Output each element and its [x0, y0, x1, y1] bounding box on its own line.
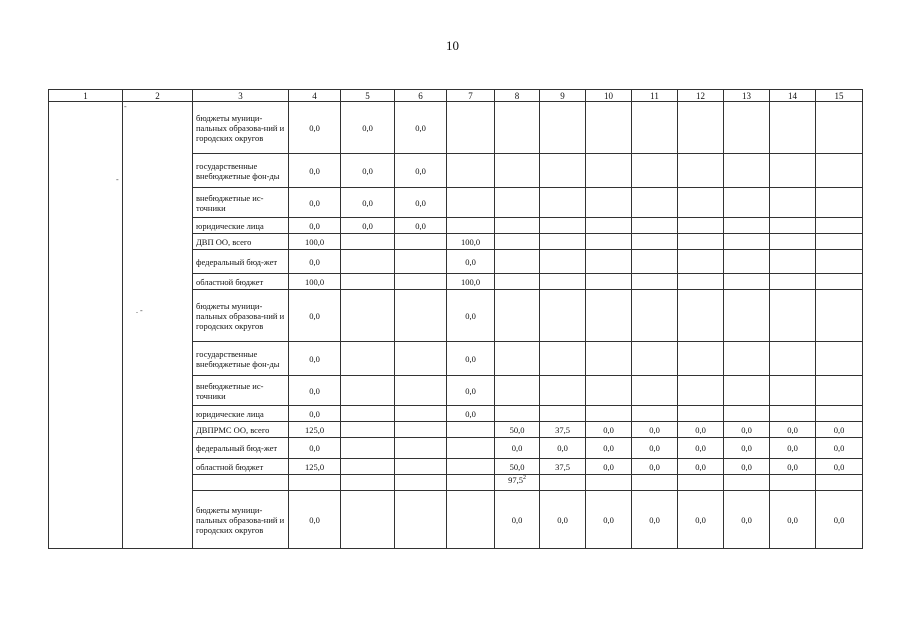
cell-value: 125,0 [304, 461, 325, 472]
value-cell [770, 250, 816, 274]
cell-value: 0,0 [649, 461, 660, 472]
cell-value: 0,0 [695, 514, 706, 525]
value-cell [447, 102, 495, 154]
cell-value: 0,0 [465, 353, 476, 364]
row-label: государственные внебюджетные фон-ды [193, 154, 289, 188]
value-cell [289, 406, 341, 422]
scan-mark: - [116, 175, 119, 184]
value-cell [632, 459, 678, 475]
value-cell [816, 491, 863, 549]
value-cell [540, 274, 586, 290]
cell-value: 0,0 [309, 165, 320, 176]
value-cell [341, 102, 395, 154]
column-header-7: 7 [447, 90, 495, 102]
value-cell [632, 290, 678, 342]
row-label: бюджеты муници-пальных образова-ний и городских округов [193, 491, 289, 549]
value-cell [816, 475, 863, 491]
cell-value: 100,0 [460, 236, 481, 247]
value-cell [341, 406, 395, 422]
value-cell [341, 274, 395, 290]
value-cell [495, 250, 540, 274]
cell-value: 0,0 [787, 424, 798, 435]
value-cell [586, 250, 632, 274]
value-cell [289, 188, 341, 218]
value-cell [495, 376, 540, 406]
value-cell [586, 102, 632, 154]
value-cell [540, 290, 586, 342]
scan-mark: - [124, 102, 127, 111]
header-row [49, 90, 863, 102]
column-header-14: 14 [770, 90, 816, 102]
cell-value: 0,0 [511, 443, 523, 453]
value-cell [586, 475, 632, 491]
value-cell [632, 406, 678, 422]
value-cell [341, 459, 395, 475]
cell-value: 0,0 [415, 165, 426, 176]
value-cell [341, 475, 395, 491]
value-cell [447, 218, 495, 234]
value-cell [724, 459, 770, 475]
cell-value: 37,5 [555, 461, 570, 472]
value-cell [816, 274, 863, 290]
value-cell [678, 438, 724, 459]
value-cell [632, 491, 678, 549]
cell-value: 0,0 [741, 424, 752, 435]
value-cell [447, 342, 495, 376]
value-cell [724, 234, 770, 250]
value-cell [770, 154, 816, 188]
value-cell [678, 154, 724, 188]
cell-value: 0,0 [557, 514, 568, 525]
value-cell [540, 218, 586, 234]
value-cell [586, 459, 632, 475]
value-cell [540, 475, 586, 491]
row-label: ДВПРМС ОО, всего [193, 422, 289, 438]
value-cell [289, 250, 341, 274]
value-cell [586, 438, 632, 459]
value-cell [816, 422, 863, 438]
value-cell [447, 475, 495, 491]
value-cell [770, 102, 816, 154]
value-cell [341, 154, 395, 188]
footnote-marker: 2 [522, 475, 526, 482]
value-cell [447, 250, 495, 274]
value-cell [678, 342, 724, 376]
column-header-10: 10 [586, 90, 632, 102]
row-label: юридические лица [193, 406, 289, 422]
value-cell [632, 342, 678, 376]
value-cell [816, 234, 863, 250]
value-cell [678, 274, 724, 290]
value-cell [678, 188, 724, 218]
value-cell [632, 376, 678, 406]
cell-value: 0,0 [603, 461, 614, 472]
value-cell [724, 154, 770, 188]
value-cell [816, 438, 863, 459]
value-cell [724, 475, 770, 491]
row-label: внебюджетные ис-точники [193, 188, 289, 218]
value-cell [495, 406, 540, 422]
value-cell [632, 250, 678, 274]
value-cell [586, 491, 632, 549]
value-cell [447, 459, 495, 475]
value-cell [816, 406, 863, 422]
value-cell [341, 188, 395, 218]
value-cell [289, 290, 341, 342]
value-cell [770, 218, 816, 234]
value-cell [395, 475, 447, 491]
value-cell [724, 342, 770, 376]
row-label [193, 475, 289, 491]
value-cell [586, 154, 632, 188]
value-cell [395, 438, 447, 459]
value-cell [632, 234, 678, 250]
value-cell [816, 154, 863, 188]
value-cell [770, 475, 816, 491]
value-cell [816, 459, 863, 475]
cell-value: 0,0 [603, 514, 614, 525]
value-cell [341, 491, 395, 549]
value-cell [678, 102, 724, 154]
value-cell [395, 376, 447, 406]
cell-value: 97,5 [508, 475, 523, 485]
value-cell [495, 290, 540, 342]
value-cell [540, 438, 586, 459]
value-cell [678, 422, 724, 438]
cell-value: 100,0 [304, 276, 325, 287]
value-cell [586, 406, 632, 422]
column-header-13: 13 [724, 90, 770, 102]
value-cell [678, 406, 724, 422]
value-cell [289, 491, 341, 549]
value-cell [395, 250, 447, 274]
row-label: ДВП ОО, всего [193, 234, 289, 250]
value-cell [632, 154, 678, 188]
cell-value: 0,0 [309, 385, 320, 396]
column-header-5: 5 [341, 90, 395, 102]
cell-value: 0,0 [741, 514, 752, 525]
value-cell [341, 376, 395, 406]
value-cell [816, 188, 863, 218]
cell-value: 50,0 [509, 424, 525, 435]
cell-value: 0,0 [833, 443, 845, 453]
value-cell [586, 342, 632, 376]
value-cell [447, 491, 495, 549]
value-cell [540, 250, 586, 274]
row-label: федеральный бюд-жет [193, 250, 289, 274]
value-cell [586, 376, 632, 406]
cell-value: 0,0 [309, 197, 320, 208]
value-cell [540, 491, 586, 549]
row-label: бюджеты муници-пальных образова-ний и городских округов [193, 102, 289, 154]
value-cell [289, 234, 341, 250]
value-cell [724, 422, 770, 438]
cell-value: 0,0 [309, 310, 320, 321]
value-cell [540, 102, 586, 154]
cell-value: 0,0 [309, 122, 320, 133]
value-cell [586, 218, 632, 234]
table-row [49, 102, 863, 154]
value-cell [447, 422, 495, 438]
value-cell [678, 491, 724, 549]
cell-value: 0,0 [362, 122, 373, 133]
column-header-3: 3 [193, 90, 289, 102]
value-cell [289, 475, 341, 491]
column-2-merged-cell [123, 102, 193, 549]
cell-value: 0,0 [557, 443, 568, 453]
cell-value: 0,0 [787, 461, 798, 472]
page-number: 10 [446, 38, 459, 53]
value-cell [724, 102, 770, 154]
cell-value: 0,0 [362, 220, 373, 231]
cell-value: 0,0 [787, 514, 798, 525]
cell-value: 0,0 [603, 443, 614, 453]
column-header-4: 4 [289, 90, 341, 102]
value-cell [341, 342, 395, 376]
value-cell [586, 290, 632, 342]
cell-value: 0,0 [649, 443, 660, 453]
value-cell [447, 188, 495, 218]
value-cell [632, 274, 678, 290]
value-cell [395, 290, 447, 342]
cell-value: 0,0 [465, 310, 476, 321]
cell-value: 0,0 [833, 514, 845, 525]
cell-value: 0,0 [511, 514, 523, 525]
value-cell [495, 188, 540, 218]
cell-value: 0,0 [415, 197, 426, 208]
value-cell [724, 274, 770, 290]
cell-value: 0,0 [741, 443, 752, 453]
value-cell [289, 342, 341, 376]
value-cell [341, 234, 395, 250]
cell-value: 100,0 [460, 276, 481, 287]
row-label: федеральный бюд-жет [193, 438, 289, 459]
value-cell [395, 188, 447, 218]
value-cell [586, 234, 632, 250]
value-cell [678, 376, 724, 406]
value-cell [289, 274, 341, 290]
cell-value: 100,0 [304, 236, 325, 247]
cell-value: 0,0 [309, 220, 320, 231]
value-cell [447, 274, 495, 290]
value-cell [678, 218, 724, 234]
column-header-9: 9 [540, 90, 586, 102]
cell-value: 0,0 [415, 122, 426, 133]
value-cell [447, 438, 495, 459]
value-cell [770, 342, 816, 376]
value-cell [770, 290, 816, 342]
cell-value: 50,0 [509, 461, 525, 472]
cell-value: 0,0 [695, 443, 706, 453]
cell-value: 0,0 [649, 424, 660, 435]
value-cell [678, 475, 724, 491]
value-cell [495, 422, 540, 438]
value-cell [495, 491, 540, 549]
cell-value: 0,0 [309, 353, 320, 364]
value-cell [632, 422, 678, 438]
cell-value: 0,0 [603, 424, 614, 435]
value-cell [395, 459, 447, 475]
value-cell [816, 250, 863, 274]
column-header-8: 8 [495, 90, 540, 102]
budget-table [48, 89, 863, 549]
value-cell [289, 459, 341, 475]
value-cell [770, 422, 816, 438]
value-cell [770, 491, 816, 549]
column-1-merged-cell [49, 102, 123, 549]
cell-value: 0,0 [415, 220, 426, 231]
value-cell [540, 459, 586, 475]
value-cell [395, 274, 447, 290]
value-cell [678, 234, 724, 250]
value-cell [586, 188, 632, 218]
value-cell [341, 218, 395, 234]
column-header-2: 2 [123, 90, 193, 102]
value-cell [770, 274, 816, 290]
value-cell [770, 406, 816, 422]
value-cell [395, 342, 447, 376]
cell-value: 0,0 [309, 408, 320, 419]
value-cell [289, 438, 341, 459]
column-header-11: 11 [632, 90, 678, 102]
value-cell [816, 102, 863, 154]
value-cell [586, 274, 632, 290]
cell-value: 0,0 [833, 424, 845, 435]
value-cell [447, 406, 495, 422]
column-header-6: 6 [395, 90, 447, 102]
value-cell [540, 406, 586, 422]
row-label: областной бюджет [193, 274, 289, 290]
value-cell [395, 154, 447, 188]
value-cell [770, 188, 816, 218]
cell-value: 0,0 [362, 165, 373, 176]
value-cell [289, 102, 341, 154]
value-cell [495, 274, 540, 290]
cell-value: 0,0 [309, 256, 320, 267]
value-cell [447, 234, 495, 250]
row-label: бюджеты муници-пальных образова-ний и городских округов [193, 290, 289, 342]
scan-mark: . - [136, 306, 143, 315]
value-cell [447, 154, 495, 188]
value-cell [289, 422, 341, 438]
value-cell [447, 376, 495, 406]
value-cell [770, 459, 816, 475]
value-cell [395, 234, 447, 250]
cell-value: 0,0 [362, 197, 373, 208]
value-cell [289, 154, 341, 188]
value-cell [632, 438, 678, 459]
value-cell [395, 218, 447, 234]
row-label: областной бюджет [193, 459, 289, 475]
value-cell [540, 422, 586, 438]
value-cell [724, 406, 770, 422]
value-cell [632, 188, 678, 218]
value-cell [724, 218, 770, 234]
value-cell [495, 475, 540, 491]
value-cell [289, 376, 341, 406]
value-cell [495, 438, 540, 459]
cell-value: 0,0 [695, 461, 706, 472]
value-cell [632, 102, 678, 154]
value-cell [724, 188, 770, 218]
value-cell [495, 102, 540, 154]
value-cell [341, 438, 395, 459]
value-cell [724, 250, 770, 274]
value-cell [495, 154, 540, 188]
value-cell [540, 342, 586, 376]
value-cell [632, 218, 678, 234]
cell-value: 125,0 [304, 424, 325, 435]
value-cell [341, 250, 395, 274]
value-cell [724, 438, 770, 459]
value-cell [770, 376, 816, 406]
value-cell [495, 218, 540, 234]
value-cell [289, 218, 341, 234]
row-label: государственные внебюджетные фон-ды [193, 342, 289, 376]
value-cell [724, 491, 770, 549]
cell-value: 0,0 [309, 514, 320, 525]
value-cell [816, 376, 863, 406]
value-cell [770, 234, 816, 250]
value-cell [678, 290, 724, 342]
row-label: юридические лица [193, 218, 289, 234]
value-cell [816, 218, 863, 234]
cell-value: 0,0 [649, 514, 660, 525]
cell-value: 0,0 [465, 408, 476, 419]
value-cell [770, 438, 816, 459]
value-cell [540, 376, 586, 406]
value-cell [816, 290, 863, 342]
value-cell [495, 459, 540, 475]
value-cell [395, 422, 447, 438]
value-cell [447, 290, 495, 342]
cell-value: 0,0 [741, 461, 752, 472]
value-cell [586, 422, 632, 438]
column-header-12: 12 [678, 90, 724, 102]
value-cell [540, 234, 586, 250]
value-cell [341, 422, 395, 438]
column-header-15: 15 [816, 90, 863, 102]
value-cell [395, 102, 447, 154]
column-header-1: 1 [49, 90, 123, 102]
value-cell [540, 188, 586, 218]
cell-value: 0,0 [465, 256, 476, 267]
value-cell [341, 290, 395, 342]
cell-value: 0,0 [787, 443, 798, 453]
value-cell [678, 250, 724, 274]
value-cell [395, 406, 447, 422]
value-cell [495, 234, 540, 250]
cell-value: 0,0 [833, 461, 845, 472]
value-cell [395, 491, 447, 549]
cell-value: 0,0 [465, 385, 476, 396]
value-cell [495, 342, 540, 376]
cell-value: 0,0 [695, 424, 706, 435]
row-label: внебюджетные ис-точники [193, 376, 289, 406]
value-cell [678, 459, 724, 475]
value-cell [540, 154, 586, 188]
cell-value: 37,5 [555, 424, 570, 435]
value-cell [724, 290, 770, 342]
value-cell [724, 376, 770, 406]
cell-value: 0,0 [309, 443, 320, 453]
value-cell [632, 475, 678, 491]
value-cell [816, 342, 863, 376]
